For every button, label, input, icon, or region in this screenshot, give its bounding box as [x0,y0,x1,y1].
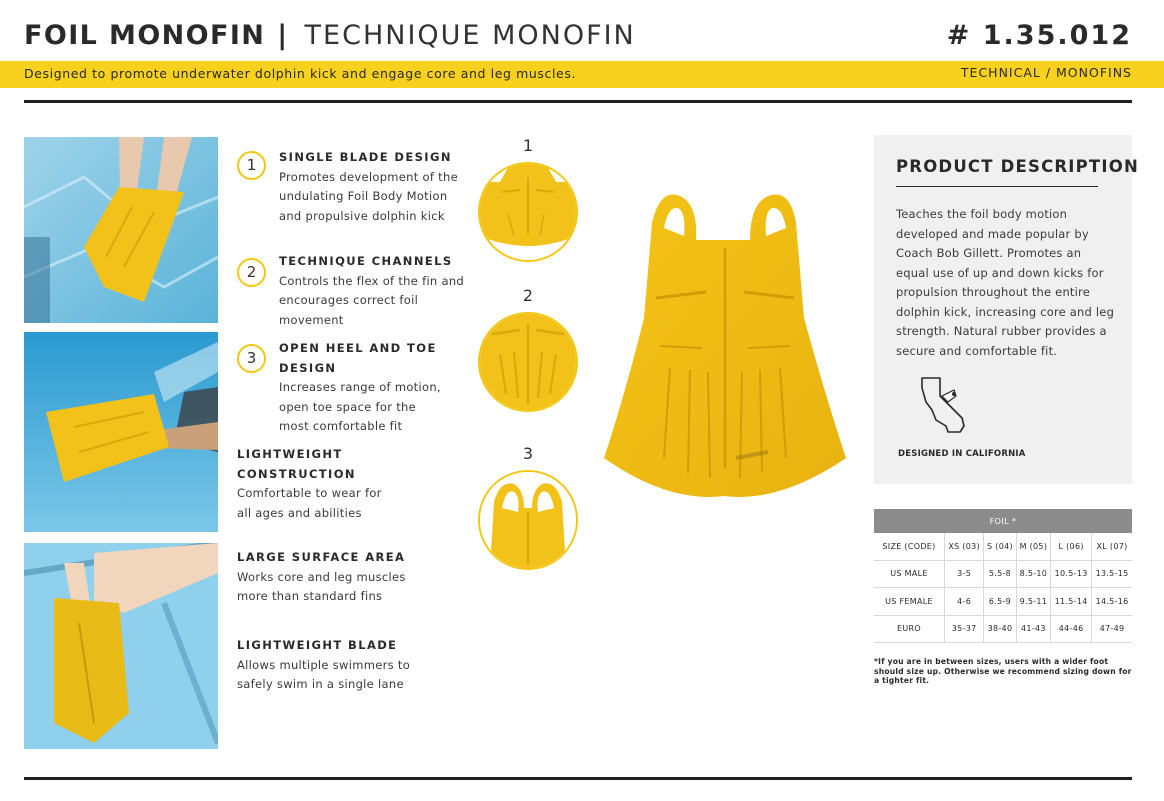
bottom-divider [24,777,1132,780]
product-subtitle: TECHNIQUE MONOFIN [304,20,636,51]
table-row [874,533,1132,560]
table-cell: 6.5-9 [984,588,1016,616]
description-line: developed and made popular by [896,226,1089,241]
table-cell: 3-5 [945,560,984,588]
table-row [874,560,1132,588]
feature-desc-line: Allows multiple swimmers to [237,657,411,672]
feature-number-badge: 1 [237,151,266,180]
table-cell: 41-43 [1016,615,1051,643]
photo-fin-on-foot [24,543,218,749]
feature-desc-line: Promotes development of the [279,169,458,184]
description-line: strength. Natural rubber provides a [896,324,1107,338]
feature-technique-channels [237,252,477,330]
table-cell: 8.5-10 [1016,560,1051,588]
table-cell: 47-49 [1092,615,1132,643]
feature-title: LIGHTWEIGHT [237,447,343,461]
california-outline-icon [918,374,970,440]
table-cell: S (04) [984,533,1016,560]
item-number: # 1.35.012 [946,20,1132,51]
row-label: SIZE (CODE) [874,533,945,560]
feature-title: LARGE SURFACE AREA [237,550,406,564]
feature-title: CONSTRUCTION [237,466,356,481]
table-cell: XL (07) [1092,533,1132,560]
detail-number: 3 [522,444,534,463]
size-chart-footnote: *If you are in between sizes, users with a wider foot should size up. Otherwise we recommend sizing down for a tighter fit. [874,657,1132,685]
feature-desc-line: Works core and leg muscles [237,569,406,584]
feature-desc-line: open toe space for the [279,399,416,414]
feature-desc-line: all ages and abilities [237,505,362,520]
feature-open-heel-toe [237,339,477,437]
feature-single-blade [237,148,477,226]
table-cell: XS (03) [945,533,984,560]
page-title [24,20,636,51]
feature-desc-line: undulating Foil Body Motion [279,189,448,203]
table-cell: 4-6 [945,588,984,616]
table-cell: 38-40 [984,615,1016,643]
feature-number-badge: 3 [237,344,266,373]
table-cell: 44-46 [1051,615,1092,643]
description-divider [896,186,1098,187]
detail-number: 2 [522,286,534,305]
product-description-heading: PRODUCT DESCRIPTION [896,157,1139,176]
description-line: dolphin kick, increasing core and leg [896,304,1115,319]
feature-desc-line: safely swim in a single lane [237,677,404,691]
feature-title: LIGHTWEIGHT BLADE [237,638,398,652]
table-cell: 13.5-15 [1092,560,1132,588]
feature-desc-line: most comfortable fit [279,419,403,433]
size-chart-header: FOIL * [874,509,1132,533]
description-line: Teaches the foil body motion [896,207,1068,221]
feature-desc-line: Increases range of motion, [279,380,441,394]
description-line: secure and comfortable fit. [896,343,1058,358]
photo-fin-pool-side [24,332,218,532]
detail-circle-blade [478,162,578,262]
row-label: US FEMALE [874,588,945,616]
product-description-text [896,205,1118,361]
table-cell: 14.5-16 [1092,588,1132,616]
table-row [874,615,1132,643]
feature-number-badge: 2 [237,258,266,287]
feature-title: TECHNIQUE CHANNELS [279,254,453,268]
designed-in-california-label: DESIGNED IN CALIFORNIA [898,449,1026,459]
feature-large-surface [237,548,477,607]
table-cell: L (06) [1051,533,1092,560]
detail-circle-open-heel [478,470,578,570]
feature-desc-line: Controls the flex of the fin and [279,273,465,288]
feature-desc-line: and propulsive dolphin kick [279,208,445,223]
description-line: equal use of up and down kicks for [896,265,1104,280]
description-line: Coach Bob Gillett. Promotes an [896,246,1082,260]
top-divider [24,100,1132,103]
feature-title: SINGLE BLADE DESIGN [279,150,452,164]
tagline: Designed to promote underwater dolphin kick and engage core and leg muscles. [24,66,577,81]
detail-number: 1 [522,136,534,155]
feature-lightweight-blade [237,636,477,695]
feature-lightweight-construction [237,445,477,523]
description-line: propulsion throughout the entire [896,285,1090,299]
product-name: FOIL MONOFIN [24,20,266,51]
table-cell: 5.5-8 [984,560,1016,588]
feature-desc-line: Comfortable to wear for [237,486,382,500]
detail-circle-channels [478,312,578,412]
table-cell: 10.5-13 [1051,560,1092,588]
table-row [874,588,1132,616]
table-cell: M (05) [1016,533,1051,560]
monofin-product-image [600,188,850,502]
feature-desc-line: more than standard fins [237,589,383,603]
feature-desc-line: encourages correct foil movement [279,293,419,327]
row-label: EURO [874,615,945,643]
table-cell: 35-37 [945,615,984,643]
photo-fin-underwater-top [24,137,218,323]
table-cell: 9.5-11 [1016,588,1051,616]
row-label: US MALE [874,560,945,588]
feature-title: OPEN HEEL AND TOE DESIGN [279,341,437,375]
table-cell: 11.5-14 [1051,588,1092,616]
category-label: TECHNICAL / MONOFINS [960,65,1132,80]
title-separator: | [277,20,289,51]
size-chart [874,509,1132,643]
